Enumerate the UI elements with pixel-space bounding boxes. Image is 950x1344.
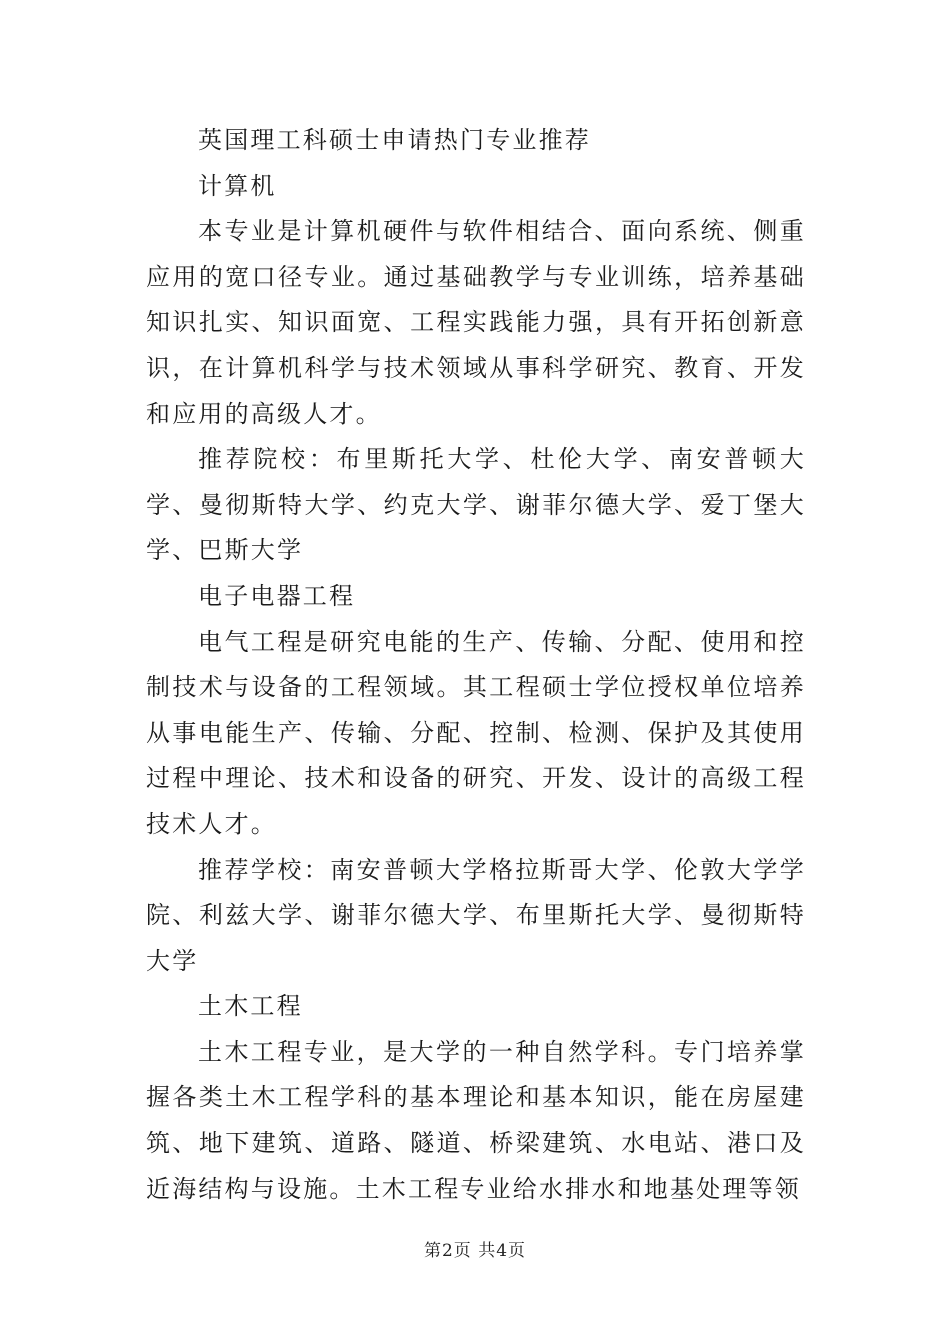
paragraph-computer-schools: 推荐院校：布里斯托大学、杜伦大学、南安普顿大学、曼彻斯特大学、约克大学、谢菲尔德大学、爱丁堡大学、巴斯大学 <box>146 445 806 565</box>
section-heading-civil: 土木工程 <box>198 992 303 1021</box>
paragraph-electrical-schools: 推荐学校：南安普顿大学格拉斯哥大学、伦敦大学学院、利兹大学、谢菲尔德大学、布里斯托大学、曼彻斯特大学 <box>146 855 806 975</box>
paragraph-civil-description: 土木工程专业，是大学的一种自然学科。专门培养掌握各类土木工程学科的基本理论和基本知识，能在房屋建筑、地下建筑、道路、隧道、桥梁建筑、水电站、港口及近海结构与设施。土木工程专业给水排水和地基处理等领 <box>146 1037 806 1203</box>
page-number-footer: 第2页 共4页 <box>423 1241 527 1261</box>
section-heading-computer: 计算机 <box>198 171 277 200</box>
document-body <box>146 118 806 1212</box>
paragraph-computer-description: 本专业是计算机硬件与软件相结合、面向系统、侧重应用的宽口径专业。通过基础教学与专业训练，培养基础知识扎实、知识面宽、工程实践能力强，具有开拓创新意识，在计算机科学与技术领域从事科学研究、教育、开发和应用的高级人才。 <box>146 217 806 428</box>
document-title: 英国理工科硕士申请热门专业推荐 <box>198 126 591 154</box>
section-heading-electrical: 电子电器工程 <box>198 581 356 610</box>
paragraph-electrical-description: 电气工程是研究电能的生产、传输、分配、使用和控制技术与设备的工程领域。其工程硕士学位授权单位培养从事电能生产、传输、分配、控制、检测、保护及其使用过程中理论、技术和设备的研究、开发、设计的高级工程技术人才。 <box>146 627 806 838</box>
